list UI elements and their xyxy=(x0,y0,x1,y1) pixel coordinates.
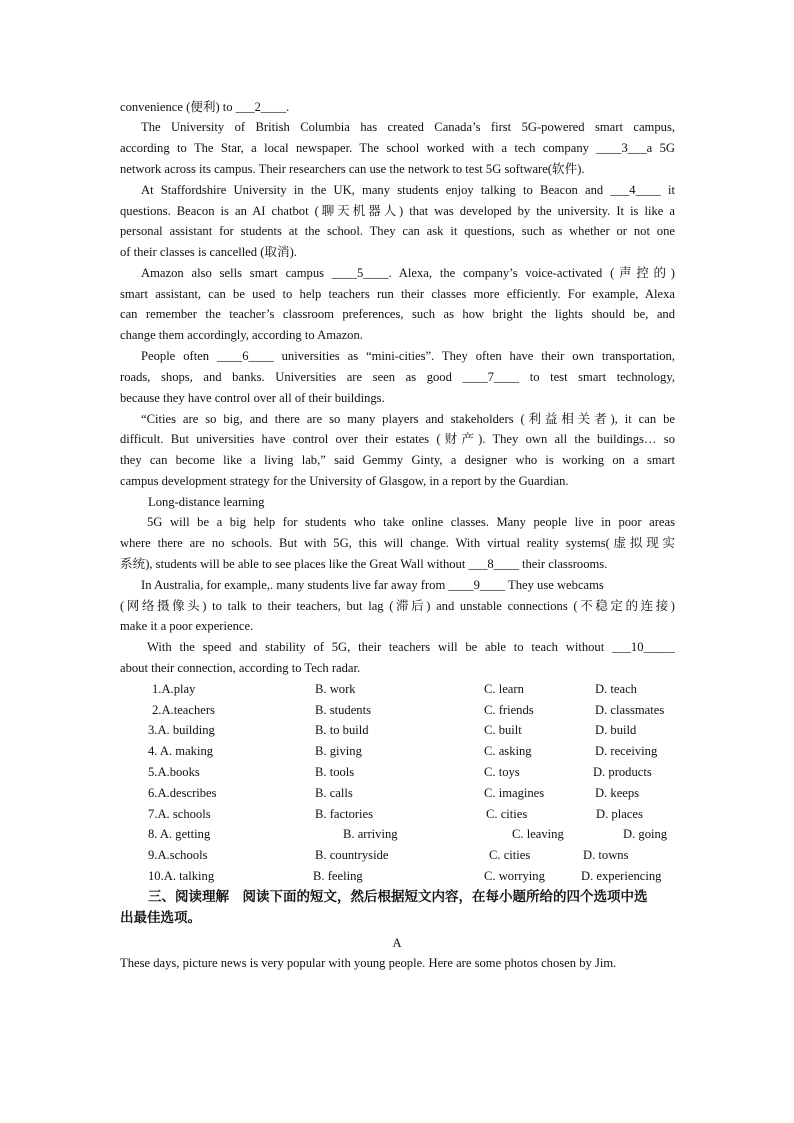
option-c: C. friends xyxy=(484,703,534,717)
passage-line: change them accordingly, according to Amazon. xyxy=(120,328,363,342)
option-b: B. to build xyxy=(315,723,369,737)
passage-line: personal assistant for students at the school. They can ask it questions, such as whether or not one xyxy=(120,224,675,238)
option-a: 5.A.books xyxy=(148,765,200,779)
option-d: D. products xyxy=(593,765,652,779)
passage-line: smart assistant, can be used to help teachers run their classes more efficiently. For example, Alexa xyxy=(120,287,675,301)
passage-line: (网络摄像头) to talk to their teachers, but lag (滞后) and unstable connections (不稳定的连接) xyxy=(120,599,675,613)
passage-line: Amazon also sells smart campus ____5____. Alexa, the company’s voice-activated (声控的) xyxy=(141,266,675,280)
option-c: C. asking xyxy=(484,744,532,758)
option-a: 6.A.describes xyxy=(148,786,217,800)
option-c: C. built xyxy=(484,723,522,737)
option-c: C. learn xyxy=(484,682,524,696)
passage-line: convenience (便利) to ___2____. xyxy=(120,100,290,114)
passage-line: questions. Beacon is an AI chatbot (聊天机器人) that was developed by the university. It is like a xyxy=(120,204,675,218)
passage-line: according to The Star, a local newspaper. The school worked with a tech company ____3___a 5G xyxy=(120,141,675,155)
section-heading-cont: 出最佳选项。 xyxy=(120,910,201,926)
passage-line: campus development strategy for the University of Glasgow, in a report by the Guardian. xyxy=(120,474,569,488)
option-d: D. teach xyxy=(595,682,637,696)
option-b: B. countryside xyxy=(315,848,389,862)
section-heading: 三、阅读理解 阅读下面的短文，然后根据短文内容，在每小题所给的四个选项中选 xyxy=(148,889,648,905)
passage-line: make it a poor experience. xyxy=(120,619,254,633)
option-d: D. towns xyxy=(583,848,629,862)
option-b: B. arriving xyxy=(343,827,398,841)
option-d: D. experiencing xyxy=(581,869,662,883)
intro-text: These days, picture news is very popular with young people. Here are some photos chosen by Jim. xyxy=(120,956,617,970)
option-b: B. students xyxy=(315,703,371,717)
passage-line: they can become like a living lab,” said Gemmy Ginty, a designer who is working on a smart xyxy=(120,453,675,467)
option-c: C. imagines xyxy=(484,786,545,800)
option-a: 4. A. making xyxy=(148,744,214,758)
passage-line: difficult. But universities have control over their estates (财产). They own all the buildings… so xyxy=(120,432,675,446)
passage-line: of their classes is cancelled (取消). xyxy=(120,245,297,259)
option-b: B. factories xyxy=(315,807,374,821)
option-d: D. keeps xyxy=(595,786,640,800)
option-c: C. toys xyxy=(484,765,520,779)
option-b: B. feeling xyxy=(313,869,363,883)
option-d: D. places xyxy=(596,807,643,821)
option-b: B. calls xyxy=(315,786,353,800)
passage-line: With the speed and stability of 5G, their teachers will be able to teach without ___10_____ xyxy=(147,640,675,654)
passage-line: “Cities are so big, and there are so many players and stakeholders (利益相关者), it can be xyxy=(141,412,675,426)
passage-line: can remember the teacher’s classroom preferences, such as how bright the lights should be, and xyxy=(120,307,675,321)
option-a: 8. A. getting xyxy=(148,827,211,841)
passage-line: about their connection, according to Tech radar. xyxy=(120,661,361,675)
passage-line: roads, shops, and banks. Universities are seen as good ____7____ to test smart technology, xyxy=(120,370,675,384)
passage-line: In Australia, for example,. many students live far away from ____9____ They use webcams xyxy=(141,578,604,592)
option-a: 10.A. talking xyxy=(148,869,215,883)
option-b: B. work xyxy=(315,682,356,696)
option-c: C. cities xyxy=(486,807,528,821)
option-c: C. worrying xyxy=(484,869,545,883)
part-label: A xyxy=(392,936,402,950)
option-b: B. tools xyxy=(315,765,355,779)
option-d: D. going xyxy=(623,827,668,841)
passage-line: At Staffordshire University in the UK, many students enjoy talking to Beacon and ___4____ it xyxy=(141,183,675,197)
passage-line: 5G will be a big help for students who take online classes. Many people live in poor areas xyxy=(147,515,675,529)
passage-line: The University of British Columbia has created Canada’s first 5G-powered smart campus, xyxy=(141,120,675,134)
option-a: 3.A. building xyxy=(148,723,215,737)
passage-line: People often ____6____ universities as “mini-cities”. They often have their own transportation, xyxy=(141,349,675,363)
option-d: D. classmates xyxy=(595,703,665,717)
option-c: C. leaving xyxy=(512,827,564,841)
option-c: C. cities xyxy=(489,848,531,862)
option-a: 2.A.teachers xyxy=(152,703,215,717)
passage-line: 系统), students will be able to see places like the Great Wall without ___8____ their classrooms. xyxy=(120,557,608,571)
option-a: 9.A.schools xyxy=(148,848,208,862)
option-a: 1.A.play xyxy=(152,682,196,696)
passage-line: network across its campus. Their researchers can use the network to test 5G software(软件). xyxy=(120,162,585,176)
option-d: D. build xyxy=(595,723,637,737)
subheading: Long-distance learning xyxy=(148,495,265,509)
passage-line: because they have control over all of their buildings. xyxy=(120,391,385,405)
option-d: D. receiving xyxy=(595,744,658,758)
option-a: 7.A. schools xyxy=(148,807,211,821)
passage-line: where there are no schools. But with 5G, this will change. With virtual reality systems(虚拟现实 xyxy=(120,536,675,550)
option-b: B. giving xyxy=(315,744,362,758)
